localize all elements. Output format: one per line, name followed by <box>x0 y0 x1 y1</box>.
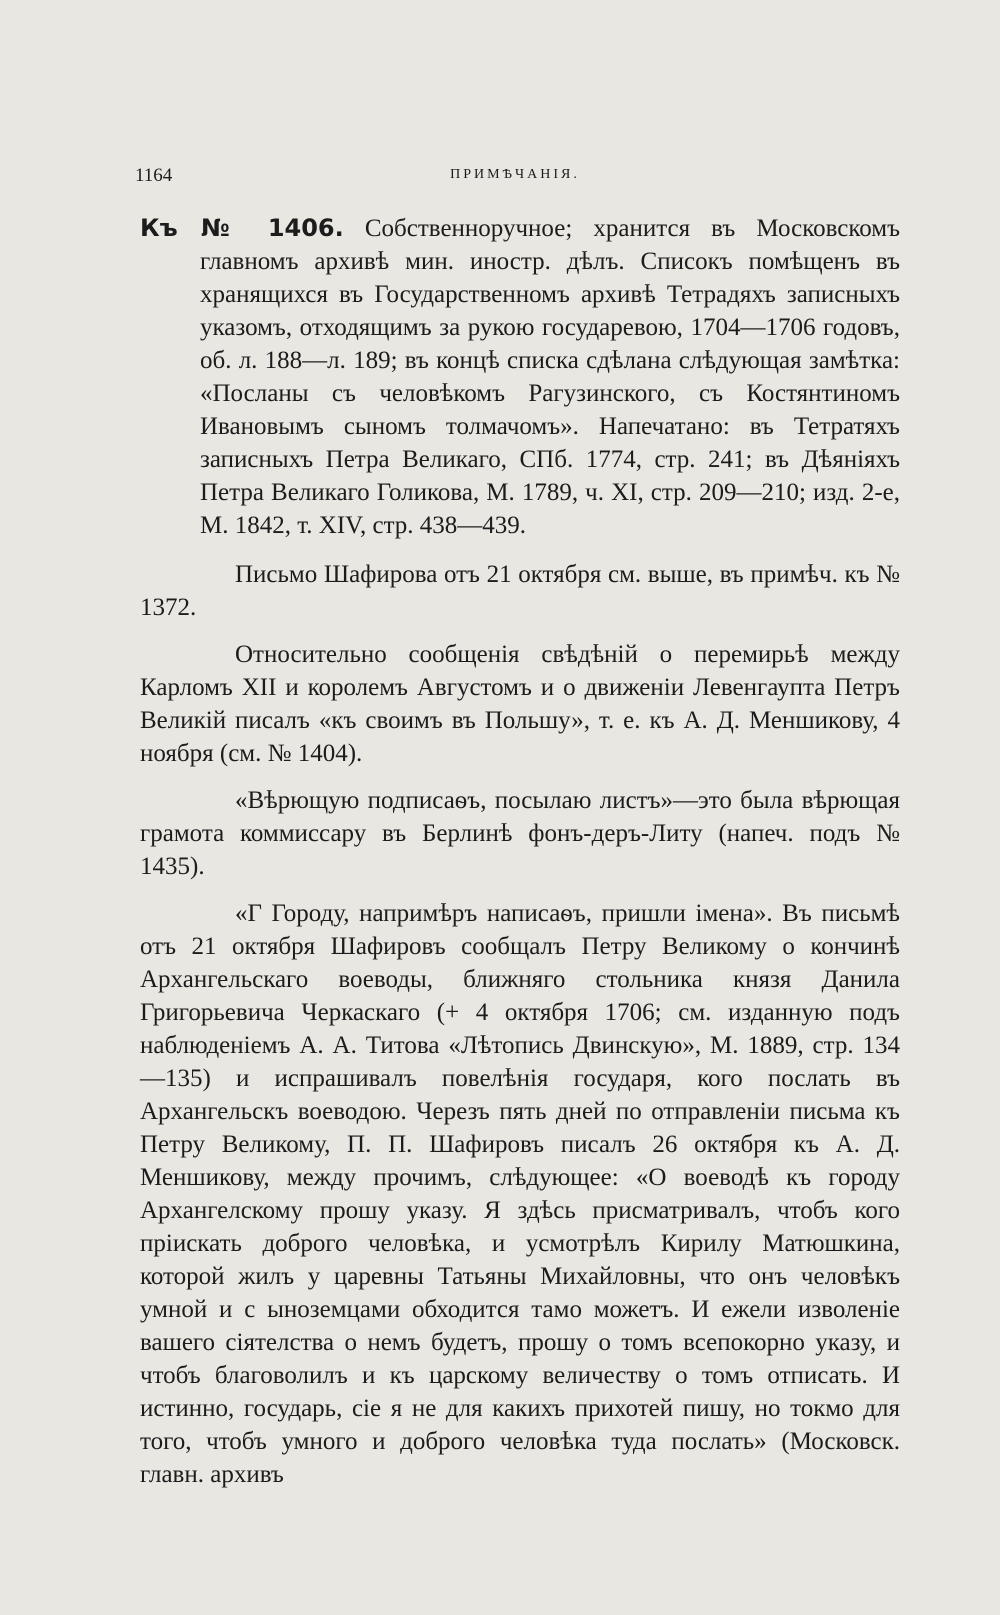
note-paragraph: «Вѣрющую подписаѳъ, посылаю листъ»—это была вѣрющая грамота коммиссару въ Берлинѣ фонъ-деръ-Литу (напеч. подъ № 1435). <box>140 787 900 880</box>
note-paragraph <box>140 212 900 542</box>
note-paragraph: Относительно сообщенія свѣдѣній о перемирьѣ между Карломъ XII и королемъ Августомъ и о движеніи Левенгаупта Петръ Великій писалъ «къ своимъ въ Польшу», т. е. къ А. Д. Меншикову, 4 ноября (см. № 1404). <box>140 641 900 767</box>
note-paragraph: «Г Городу, напримѣръ написаѳъ, пришли імена». Въ письмѣ отъ 21 октября Шафировъ сообщалъ Петру Великому о кончинѣ Архангельскаго воеводы, ближняго стольника князя Данила Григорьевича Черкаскаго (+ 4 октября 1706; см. изданную подъ наблюденіемъ А. А. Титова «Лѣтопись Двинскую», М. 1889, стр. 134—135) и испрашивалъ повелѣнія государя, кого послать въ Архангельскъ воеводою. Черезъ пять дней по отправленіи письма къ Петру Великому, П. П. Шафировъ писалъ 26 октября къ А. Д. Меншикову, между прочимъ, слѣдующее: «О воеводѣ къ городу Архангелскому прошу указу. Я здѣсь присматривалъ, чтобъ кого пріискать доброго человѣка, и усмотрѣлъ Кирилу Матюшкина, которой жилъ у царевны Татьяны Михайловны, что онъ человѣкъ умной и с ыноземцами обходится тамо можетъ. И ежели изволеніе вашего сіятелства о немъ будетъ, прошу о томъ всепокорно указу, и чтобъ благоволилъ и къ царскому величеству о томъ отписать. И истинно, государь, сіе я не для какихъ прихотей пишу, но токмо для того, чтобъ умного и доброго человѣка туда послать» (Московск. главн. архивъ <box>140 900 900 1488</box>
note-text: Собственноручное; хранится въ Московскомъ главномъ архивѣ мин. иностр. дѣлъ. Списокъ помѣщенъ въ хранящихся въ Государственномъ архивѣ Тетрадяхъ записныхъ указомъ, отходящимъ за рукою государевою, 1704—1706 годовъ, об. л. 188—л. 189; въ концѣ списка сдѣлана слѣдующая замѣтка: «Посланы съ человѣкомъ Рагузинского, съ Костянтиномъ Ивановымъ сыномъ толмачомъ». Напечатано: въ Тетратяхъ записныхъ Петра Великаго, СПб. 1774, стр. 241; въ Дѣяніяхъ Петра Великаго Голикова, М. 1789, ч. XI, стр. 209—210; изд. 2-е, М. 1842, т. XIV, стр. 438—439. <box>200 215 901 539</box>
notes-body <box>140 212 900 1505</box>
page-number: 1164 <box>135 165 173 186</box>
note-number-label: Къ № 1406. <box>140 214 344 242</box>
page-header <box>135 165 895 195</box>
running-title: ПРИМѢЧАНІЯ. <box>450 167 580 182</box>
note-paragraph: Письмо Шафирова отъ 21 октября см. выше, въ примѣч. къ № 1372. <box>140 561 900 621</box>
